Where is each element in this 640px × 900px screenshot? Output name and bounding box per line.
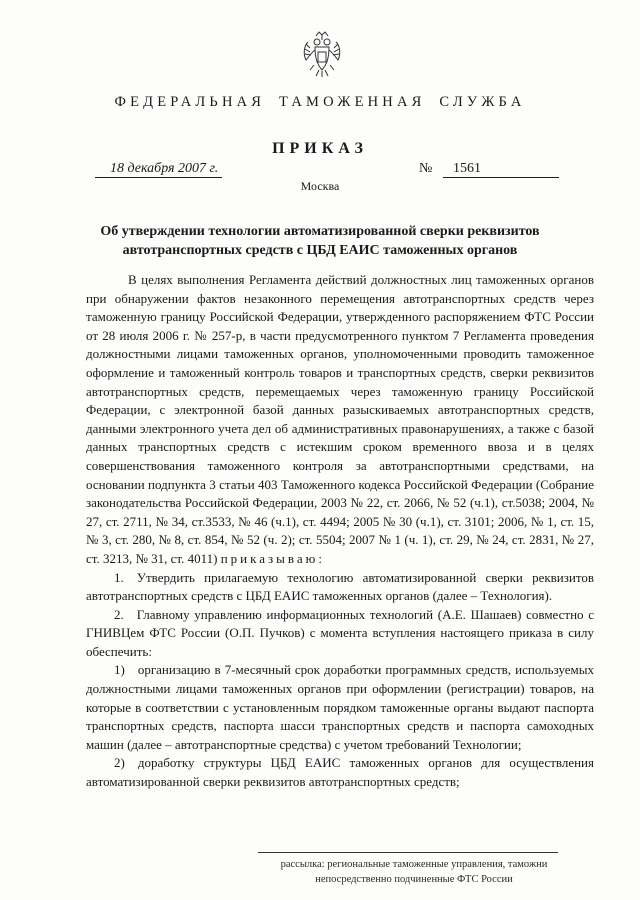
list-item: 1. Утвердить прилагаемую технологию автоматизированной сверки реквизитов автотранспортных средств с ЦБД ЕАИС таможенных органов (далее – Технология). [86,569,594,604]
list-item: 2) доработку структуры ЦБД ЕАИС таможенных органов для осуществления автоматизированной сверки реквизитов автотранспортных средств; [86,755,594,790]
city: Москва [300,179,340,193]
list-item: 1) организацию в 7-месячный срок доработки программных средств, используемых должностными лицами таможенных органов при оформлении (регистрации) товаров, на которые в соответствии с установленным порядком таможенные органы выдают паспорта транспортных средств, паспорта шасси транспортных средств и паспорта самоходных машин (далее – автотранспортные средства) с учетом требований Технологии; [86,662,594,752]
list-item: 2. Главному управлению информационных технологий (А.Е. Шашаев) совместно с ГНИВЦем ФТС России (О.П. Пучков) с момента вступления настоящего приказа в силу обеспечить: [86,606,594,659]
footer-divider [258,852,558,853]
preamble-paragraph [86,271,594,569]
document-type: ПРИКАЗ [272,140,368,157]
order-number: 1561 [443,160,559,178]
order-number-label: № [419,161,433,176]
distribution-note: рассылка: региональные таможенные управления, таможни непосредственно подчиненные ФТС России [280,859,548,885]
document-title: Об утверждении технологии автоматизированной сверки реквизитов автотранспортных средств с ЦБД ЕАИС таможенных органов [100,224,540,258]
agency-name: ФЕДЕРАЛЬНАЯ ТАМОЖЕННАЯ СЛУЖБА [114,94,526,110]
preamble-text: В целях выполнения Регламента действий должностных лиц таможенных органов при обнаружении фактов незаконного перемещения автотранспортных средств через таможенную границу Российской Федерации, утвержденного распоряжением ФТС России от 28 июля 2006 г. № 257-р, в части предусмотренного пунктом 7 Регламента проведения должностными лицами таможенных органов, уполномоченными проводить таможенное оформление и таможенный контроль товаров и транспортных средств, сверки реквизитов автотранспортных средств, перемещаемых через таможенную границу Российской Федерации, с электронной базой данных разыскиваемых автотранспортных средств, данными электронного учета дел об административных правонарушениях, а также с базой данных транспортных средств с истекшим сроком временного ввоза и в целях совершенствования таможенного контроля за автотранспортными средствами, на основании подпункта 3 статьи 403 Таможенного кодекса Российской Федерации (Собрание законодательства Российской Федерации, 2003 № 22, ст. 2066, № 52 (ч.1), ст.5038; 2004, № 27, ст. 2711, № 34, ст.3533, № 46 (ч.1), ст. 4494; 2005 № 30 (ч.1), ст. 3101; 2006, № 1, ст. 15, № 3, ст. 280, № 8, ст. 854, № 52 (ч. 2); ст. 5504; 2007 № 1 (ч. 1), ст. 29, № 24, ст. 2831, № 27, ст. 3213, № 31, ст. 4011) [86,272,594,566]
order-word: приказываю: [220,550,325,566]
order-date: 18 декабря 2007 г. [95,160,222,178]
russian-coat-of-arms-icon [300,30,344,80]
document-body [86,271,594,792]
